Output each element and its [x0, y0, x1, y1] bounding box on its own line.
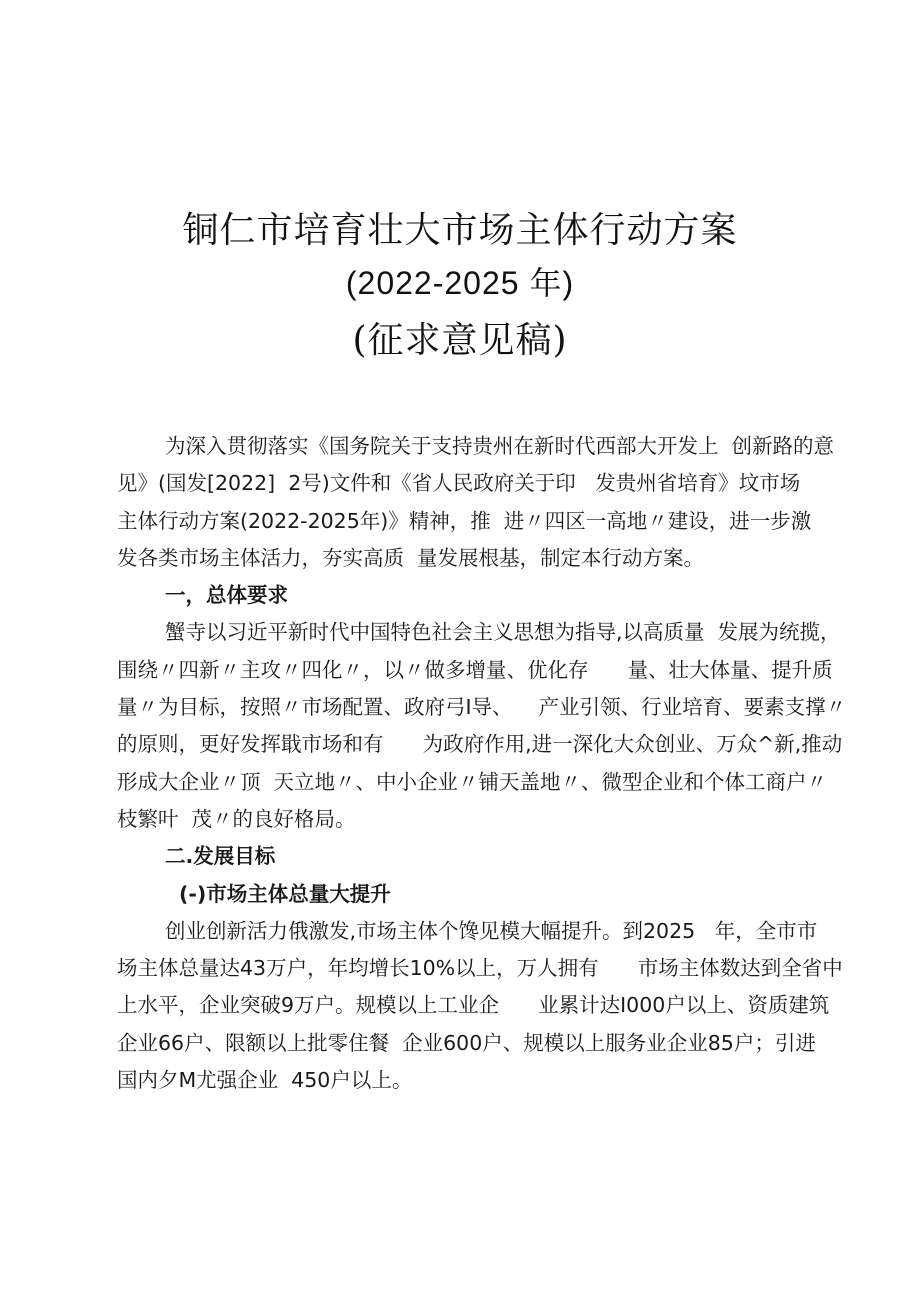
text-line: 量〃为目标，按照〃市场配置、政府弓I导、 产业引领、行业培育、要素支撑〃 [117, 695, 847, 720]
text-line: 围绕〃四新〃主攻〃四化〃，以〃做多增量、优化存 量、壮大体量、提升质 [117, 657, 833, 682]
text-line: 枝繁叶 茂〃的良好格局。 [117, 806, 356, 831]
subsection-heading-market-entities: (-)市场主体总量大提升 [179, 881, 391, 906]
document-body [117, 428, 847, 1099]
intro-paragraph [117, 428, 835, 577]
title-draft-note: (征求意见稿) [352, 320, 568, 361]
section-heading-general-requirements: 一，总体要求 [165, 583, 288, 608]
section-heading-development-goals: 二.发展目标 [165, 844, 276, 869]
text-line: 为深入贯彻落实《国务院关于支持贵州在新时代西部大开发上 创新路的意 [165, 434, 835, 458]
text-line: 主体行动方案(2022-2025年)》精神，推 进〃四区一高地〃建设，进一步激 [117, 508, 812, 533]
text-line: 创业创新活力俄激发,市场主体个馋见模大幅提升。到2025 年，全市市 [165, 918, 818, 943]
text-line: 国内夕M尤强企业 450户以上。 [117, 1068, 413, 1093]
text-line: 蟹寺以习近平新时代中国特色社会主义思想为指导,以高质量 发展为统揽， [165, 620, 841, 645]
title-main: 铜仁市培育壮大市场主体行动方案 [182, 210, 738, 251]
development-goals-paragraph [117, 913, 843, 1099]
general-requirements-paragraph [117, 614, 847, 838]
text-line: 见》(国发[2022] 2号)文件和《省人民政府关于印 发贵州省培育》坟市场 [117, 471, 801, 496]
title-years: (2022-2025 年) [345, 265, 575, 301]
text-line: 形成大企业〃顶 天立地〃、中小企业〃铺天盖地〃、微型企业和个体工商户〃 [117, 769, 828, 794]
text-line: 的原则，更好发挥戢市场和有 为政府作用,进一深化大众创业、万众^新,推动 [117, 732, 843, 757]
text-line: 发各类市场主体活力，夯实高质 量发展根基，制定本行动方案。 [117, 545, 705, 570]
document-title [0, 204, 920, 368]
text-line: 场主体总量达43万户，年均增长10%以上，万人拥有 市场主体数达到全省中 [117, 956, 843, 981]
text-line: 企业66户、限额以上批零住餐 企业600户、规模以上服务业企业85户；引进 [117, 1030, 816, 1055]
text-line: 上水平，企业突破9万户。规模以上工业企 业累计达I000户以上、资质建筑 [117, 993, 830, 1018]
